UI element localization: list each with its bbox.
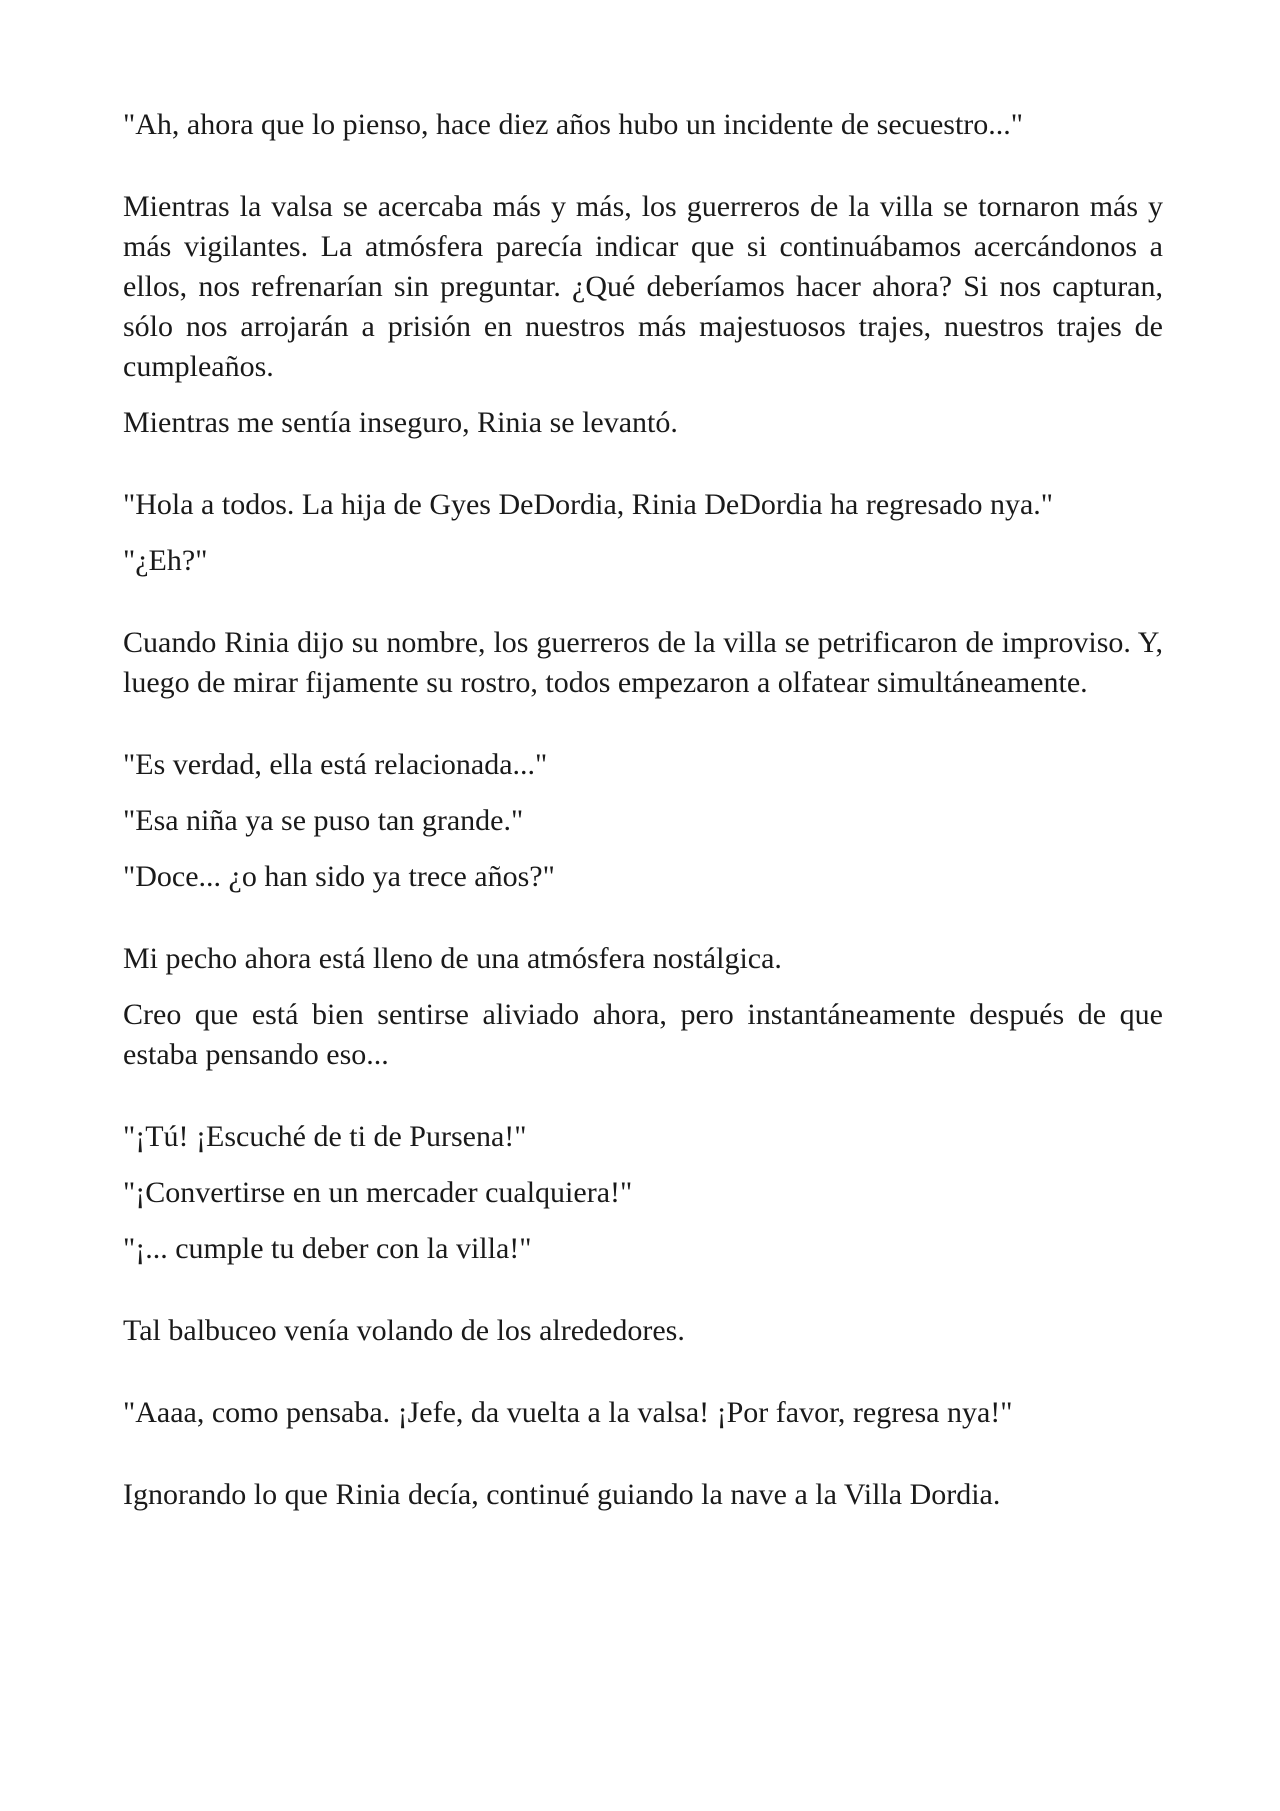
paragraph-7: "Es verdad, ella está relacionada..." [123, 748, 548, 781]
paragraph-13: "¡Convertirse en un mercader cualquiera!" [123, 1176, 633, 1209]
paragraph-16: "Aaaa, como pensaba. ¡Jefe, da vuelta a la valsa! ¡Por favor, regresa nya!" [123, 1396, 1013, 1429]
document-page [123, 105, 1163, 1515]
paragraph-15: Tal balbuceo venía volando de los alrededores. [123, 1314, 685, 1347]
paragraph-2: Mientras la valsa se acercaba más y más, los guerreros de la villa se tornaron más y más vigilantes. La atmósfera parecía indicar que si continuábamos acercándonos a ellos, nos refrenarían sin preguntar. ¿Qué deberíamos hacer ahora? Si nos capturan, sólo nos arrojarán a prisión en nuestros más majestuosos trajes, nuestros trajes de cumpleaños. [123, 190, 1163, 383]
paragraph-6: Cuando Rinia dijo su nombre, los guerreros de la villa se petrificaron de improviso. Y, luego de mirar fijamente su rostro, todos empezaron a olfatear simultáneamente. [123, 626, 1163, 699]
paragraph-4: "Hola a todos. La hija de Gyes DeDordia, Rinia DeDordia ha regresado nya." [123, 488, 1054, 521]
paragraph-9: "Doce... ¿o han sido ya trece años?" [123, 860, 555, 893]
paragraph-8: "Esa niña ya se puso tan grande." [123, 804, 524, 837]
paragraph-12: "¡Tú! ¡Escuché de ti de Pursena!" [123, 1120, 527, 1153]
paragraph-1: "Ah, ahora que lo pienso, hace diez años hubo un incidente de secuestro..." [123, 108, 1024, 141]
paragraph-14: "¡... cumple tu deber con la villa!" [123, 1232, 532, 1265]
paragraph-11: Creo que está bien sentirse aliviado ahora, pero instantáneamente después de que estaba pensando eso... [123, 998, 1163, 1071]
paragraph-17: Ignorando lo que Rinia decía, continué guiando la nave a la Villa Dordia. [123, 1478, 1001, 1511]
paragraph-5: "¿Eh?" [123, 544, 208, 577]
paragraph-10: Mi pecho ahora está lleno de una atmósfera nostálgica. [123, 942, 782, 975]
paragraph-3: Mientras me sentía inseguro, Rinia se levantó. [123, 406, 678, 439]
